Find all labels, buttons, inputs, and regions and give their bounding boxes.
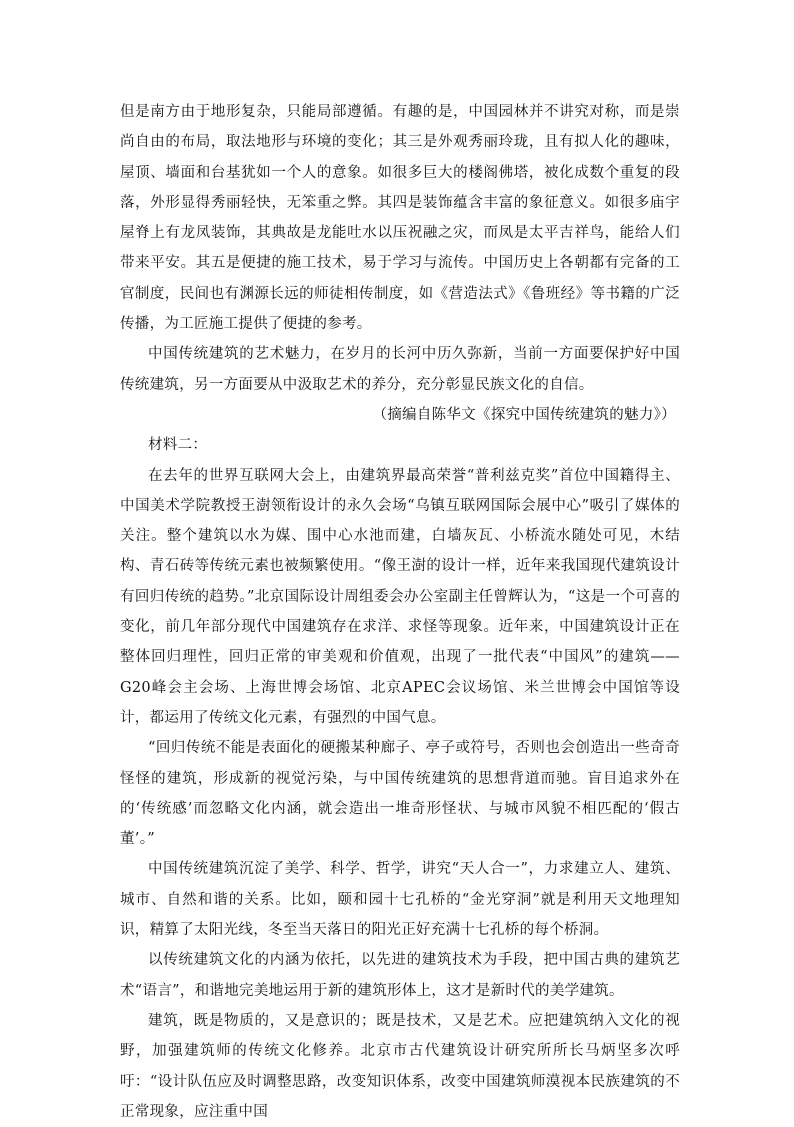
document-body [120,97,680,1127]
paragraph-5: 中国传统建筑沉淀了美学、科学、哲学，讲究“天人合一”，力求建立人、建筑、城市、自然和谐的关系。比如，颐和园十七孔桥的“金光穿洞”就是利用天文地理知识，精算了太阳光线，冬至当天落日的阳光正好充满十七孔桥的每个桥洞。 [120,861,680,939]
paragraph-2: 中国传统建筑的艺术魅力，在岁月的长河中历久弥新，当前一方面要保护好中国传统建筑，另一方面要从中汲取艺术的养分，充分彰显民族文化的自信。 [120,346,680,393]
paragraph-7: 建筑，既是物质的，又是意识的；既是技术，又是艺术。应把建筑纳入文化的视野，加强建筑师的传统文化修养。北京市古代建筑设计研究所所长马炳坚多次呼吁：“设计队伍应及时调整思路，改变知识体系，改变中国建筑师漠视本民族建筑的不正常现象，应注重中国 [120,1012,680,1120]
paragraph-4: “回归传统不能是表面化的硬搬某种廊子、亭子或符号，否则也会创造出一些奇奇怪怪的建筑，形成新的视觉污染，与中国传统建筑的思想背道而驰。盲目追求外在的‘传统感’而忽略文化内涵，就会造出一堆奇形怪状、与城市风貌不相匹配的‘假古董’。” [120,740,680,848]
paragraph-6: 以传统建筑文化的内涵为依托，以先进的建筑技术为手段，把中国古典的建筑艺术“语言”，和谐地完美地运用于新的建筑形体上，这才是新时代的美学建筑。 [120,952,680,999]
material-two-heading: 材料二： [148,437,208,454]
paragraph-1: 但是南方由于地形复杂，只能局部遵循。有趣的是，中国园林并不讲究对称，而是崇尚自由的布局，取法地形与环境的变化；其三是外观秀丽玲珑，且有拟人化的趣味，屋顶、墙面和台基犹如一个人的意象。如很多巨大的楼阁佛塔，被化成数个重复的段落，外形显得秀丽轻快，无笨重之弊。其四是装饰蕴含丰富的象征意义。如很多庙宇屋脊上有龙凤装饰，其典故是龙能吐水以压祝融之灾，而凤是太平吉祥鸟，能给人们带来平安。其五是便捷的施工技术，易于学习与流传。中国历史上各朝都有完备的工官制度，民间也有渊源长远的师徒相传制度，如《营造法式》《鲁班经》等书籍的广泛传播，为工匠施工提供了便捷的参考。 [120,104,680,333]
paragraph-3: 在去年的世界互联网大会上，由建筑界最高荣誉“普利兹克奖”首位中国籍得主、中国美术学院教授王澍领衔设计的永久会场“乌镇互联网国际会展中心”吸引了媒体的关注。整个建筑以水为媒、围中心水池而建，白墙灰瓦、小桥流水随处可见，木结构、青石砖等传统元素也被频繁使用。“像王澍的设计一样，近年来我国现代建筑设计有回归传统的趋势。”北京国际设计周组委会办公室副主任曾辉认为，“这是一个可喜的变化，前几年部分现代中国建筑存在求洋、求怪等现象。近年来，中国建筑设计正在整体回归理性，回归正常的审美观和价值观，出现了一批代表“中国风”的建筑——G20峰会主会场、上海世博会场馆、北京APEC会议场馆、米兰世博会中国馆等设计，都运用了传统文化元素，有强烈的中国气息。 [120,467,680,726]
source-citation: （摘编自陈华文《探究中国传统建筑的魅力》） [372,406,676,423]
